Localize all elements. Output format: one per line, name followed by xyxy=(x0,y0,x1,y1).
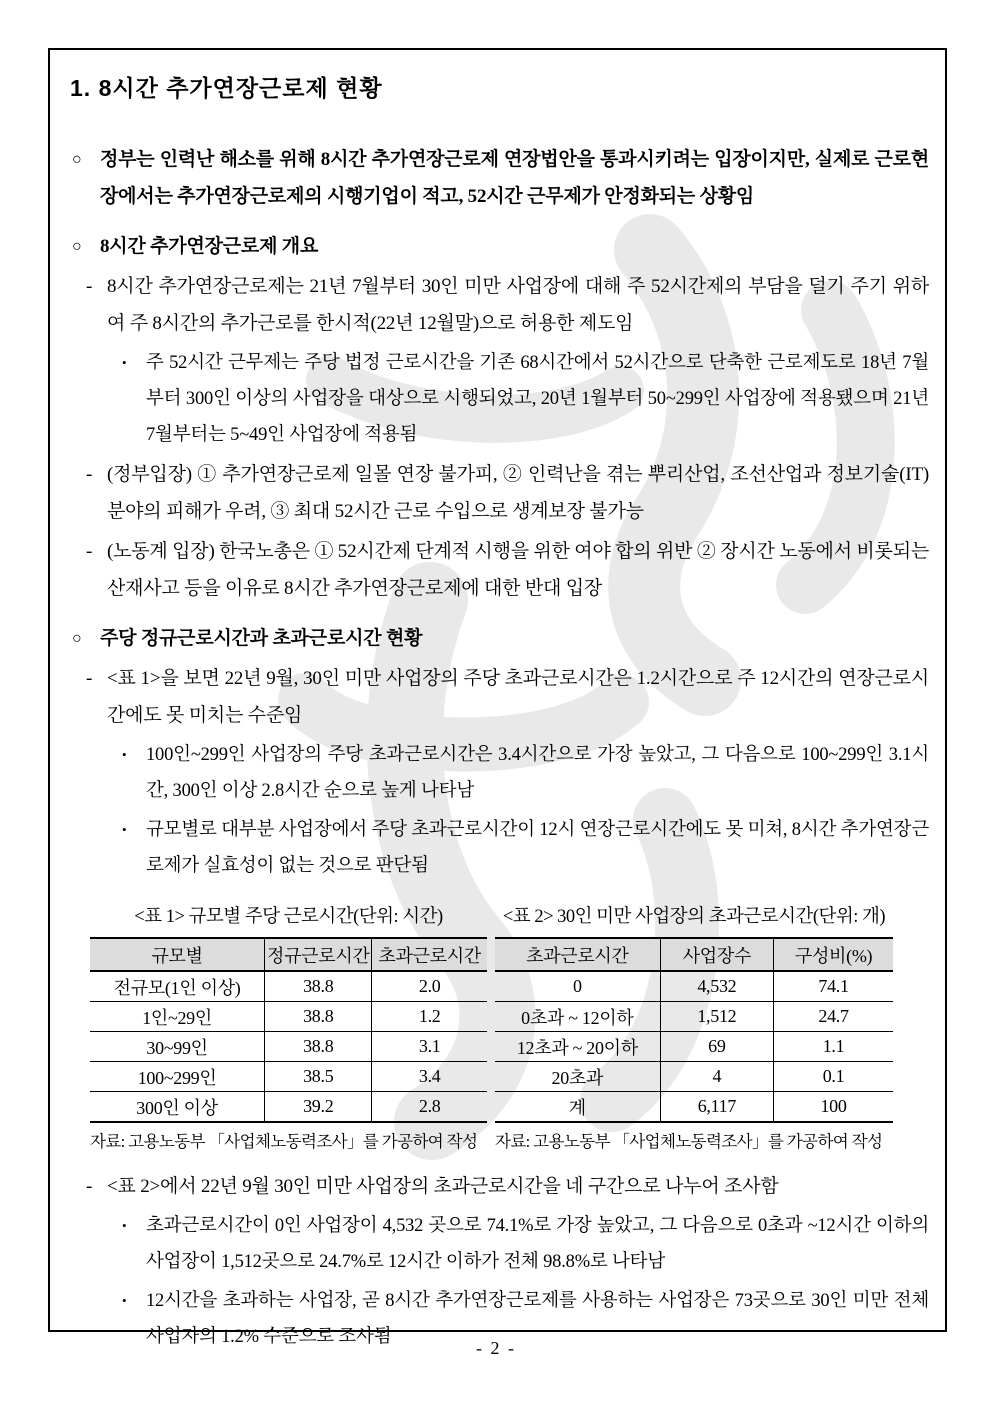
table-cell: 69 xyxy=(660,1032,773,1062)
table-cell: 계 xyxy=(568,1097,586,1118)
paragraph-intro xyxy=(70,141,929,215)
dash-bullet-marker: - xyxy=(86,668,93,689)
table2-caption: <표 2> 30인 미만 사업장의 초과근로시간(단위: 개) xyxy=(502,907,886,927)
table-header-cell: 정규근로시간 xyxy=(265,938,372,971)
paragraph-text: 규모별로 대부분 사업장에서 주당 초과근로시간이 12시 연장근로시간에도 못 미쳐, 8시간 추가연장근로제가 실효성이 없는 것으로 판단됨 xyxy=(146,820,929,876)
dot-bullet-marker: • xyxy=(122,1293,127,1308)
table-cell: 12초과 ~ 20이하 xyxy=(495,1032,660,1062)
page-number: - 2 - xyxy=(476,1338,516,1358)
table2 xyxy=(495,937,893,1123)
dot-bullet-marker: • xyxy=(122,355,127,370)
table-row xyxy=(90,1092,487,1123)
paragraph-text: 주 52시간 근무제는 주당 법정 근로시간을 기존 68시간에서 52시간으로 단축한 근로제도로 18년 7월부터 300인 이상의 사업장을 대상으로 시행되었고, 20년 1월부터 50~299인 사업장에 적용됐으며 21년 7월부터는 5~49인 사업장에 적용됨 xyxy=(146,353,929,445)
table-cell: 38.8 xyxy=(265,971,372,1002)
paragraph-text: 100인~299인 사업장의 주당 초과근로시간은 3.4시간으로 가장 높았고, 그 다음으로 100~299인 3.1시간, 300인 이상 2.8시간 순으로 높게 나타남 xyxy=(146,745,929,801)
table-row xyxy=(90,1062,487,1092)
table-cell: 0초과 ~ 12이하 xyxy=(495,1002,660,1032)
table-cell: 20초과 xyxy=(495,1062,660,1092)
post-table-section xyxy=(70,1168,929,1355)
paragraph-dash xyxy=(70,1168,929,1205)
table-cell: 6,117 xyxy=(660,1092,773,1123)
table-cell: 0 xyxy=(495,971,660,1002)
dash-bullet-marker: - xyxy=(86,541,93,562)
table-row xyxy=(90,1002,487,1032)
table-cell: 0.1 xyxy=(774,1062,893,1092)
paragraph-dot xyxy=(70,1208,929,1280)
table1 xyxy=(90,937,487,1123)
table-cell: 38.8 xyxy=(265,1032,372,1062)
circle-bullet-marker: ○ xyxy=(72,630,82,647)
table-cell: 3.4 xyxy=(372,1062,487,1092)
heading-text: 주당 정규근로시간과 초과근로시간 현황 xyxy=(100,628,423,649)
table-cell: 38.5 xyxy=(265,1062,372,1092)
table-header-cell: 초과근로시간 xyxy=(372,938,487,971)
paragraph-dot xyxy=(70,812,929,884)
paragraph-text: 8시간 추가연장근로제는 21년 7월부터 30인 미만 사업장에 대해 주 52시간제의 부담을 덜기 주기 위하여 주 8시간의 추가근로를 한시적(22년 12월말)으로 허용한 제도임 xyxy=(107,276,929,334)
paragraph-dash xyxy=(70,533,929,607)
content-frame xyxy=(48,48,947,1347)
table-cell: 1.2 xyxy=(372,1002,487,1032)
table-row xyxy=(495,971,893,1002)
table-cell: 39.2 xyxy=(265,1092,372,1123)
table-cell: 1인~29인 xyxy=(90,1002,265,1032)
table-row xyxy=(495,1092,893,1123)
paragraph-dash xyxy=(70,660,929,734)
table2-source: 자료: 고용노동부 「사업체노동력조사」를 가공하여 작성 xyxy=(495,1132,883,1151)
table-header-cell: 구성비(%) xyxy=(774,938,893,971)
table1-block xyxy=(90,902,487,1152)
table-row xyxy=(495,1002,893,1032)
table-cell: 4 xyxy=(660,1062,773,1092)
dash-bullet-marker: - xyxy=(86,276,93,297)
table-row xyxy=(90,971,487,1002)
table2-block xyxy=(495,902,893,1152)
circle-bullet-marker: ○ xyxy=(72,238,82,255)
table-cell: 3.1 xyxy=(372,1032,487,1062)
table-header-cell: 사업장수 xyxy=(660,938,773,971)
table-cell: 전규모(1인 이상) xyxy=(90,971,265,1002)
tables-row xyxy=(70,902,929,1152)
paragraph-text: 정부는 인력난 해소를 위해 8시간 추가연장근로제 연장법안을 통과시키려는 입장이지만, 실제로 근로현장에서는 추가연장근로제의 시행기업이 적고, 52시간 근무제가 안정화되는 상황임 xyxy=(100,149,929,207)
section-heading-worktime xyxy=(70,620,929,657)
table-cell: 1,512 xyxy=(660,1002,773,1032)
table-cell: 100 xyxy=(774,1092,893,1123)
table-cell: 100~299인 xyxy=(90,1062,265,1092)
table-cell: 38.8 xyxy=(265,1002,372,1032)
paragraph-dash xyxy=(70,456,929,530)
table-row xyxy=(495,1062,893,1092)
dash-bullet-marker: - xyxy=(86,464,93,485)
heading-text: 8시간 추가연장근로제 개요 xyxy=(100,236,319,257)
table1-source: 자료: 고용노동부 「사업체노동력조사」를 가공하여 작성 xyxy=(90,1132,478,1151)
table-header-cell: 초과근로시간 xyxy=(495,938,660,971)
table-header-row xyxy=(495,938,893,971)
paragraph-dot xyxy=(70,737,929,809)
paragraph-dash xyxy=(70,268,929,342)
table-header-row xyxy=(90,938,487,971)
table-cell: 30~99인 xyxy=(90,1032,265,1062)
paragraph-text: <표 1>을 보면 22년 9월, 30인 미만 사업장의 주당 초과근로시간은 1.2시간으로 주 12시간의 연장근로시간에도 못 미치는 수준임 xyxy=(107,668,929,726)
table-cell: 4,532 xyxy=(660,971,773,1002)
dot-bullet-marker: • xyxy=(122,747,127,762)
section-heading-overview xyxy=(70,228,929,265)
paragraph-text: 초과근로시간이 0인 사업장이 4,532 곳으로 74.1%로 가장 높았고, 그 다음으로 0초과 ~12시간 이하의 사업장이 1,512곳으로 24.7%로 12시간 이하가 전체 98.8%로 나타남 xyxy=(146,1216,929,1272)
paragraph-text: (노동계 입장) 한국노총은 ① 52시간제 단계적 시행을 위한 여야 합의 위반 ② 장시간 노동에서 비롯되는 산재사고 등을 이유로 8시간 추가연장근로제에 대한 반대 입장 xyxy=(107,541,930,599)
table-header-cell: 규모별 xyxy=(90,938,265,971)
table-cell: 74.1 xyxy=(774,971,893,1002)
table-cell: 1.1 xyxy=(774,1032,893,1062)
dot-bullet-marker: • xyxy=(122,1218,127,1233)
paragraph-text: <표 2>에서 22년 9월 30인 미만 사업장의 초과근로시간을 네 구간으로 나누어 조사함 xyxy=(107,1176,779,1197)
table-cell: 300인 이상 xyxy=(136,1097,218,1118)
paragraph-text: (정부입장) ① 추가연장근로제 일몰 연장 불가피, ② 인력난을 겪는 뿌리산업, 조선산업과 정보기술(IT) 분야의 피해가 우려, ③ 최대 52시간 근로 수입으로 생계보장 불가능 xyxy=(107,464,929,522)
circle-bullet-marker: ○ xyxy=(72,151,82,168)
dot-bullet-marker: • xyxy=(122,822,127,837)
paragraph-dot xyxy=(70,345,929,453)
table-cell: 2.0 xyxy=(372,971,487,1002)
table-cell: 2.8 xyxy=(372,1092,487,1123)
table-row xyxy=(495,1032,893,1062)
page-title: 1. 8시간 추가연장근로제 현황 xyxy=(70,75,383,101)
dash-bullet-marker: - xyxy=(86,1176,93,1197)
table1-caption: <표 1> 규모별 주당 근로시간(단위: 시간) xyxy=(134,907,443,927)
paragraph-text: 12시간을 초과하는 사업장, 곧 8시간 추가연장근로제를 사용하는 사업장은 73곳으로 30인 미만 전체 사업자의 1.2% 수준으로 조사됨 xyxy=(146,1291,929,1347)
table-row xyxy=(90,1032,487,1062)
table-cell: 24.7 xyxy=(774,1002,893,1032)
